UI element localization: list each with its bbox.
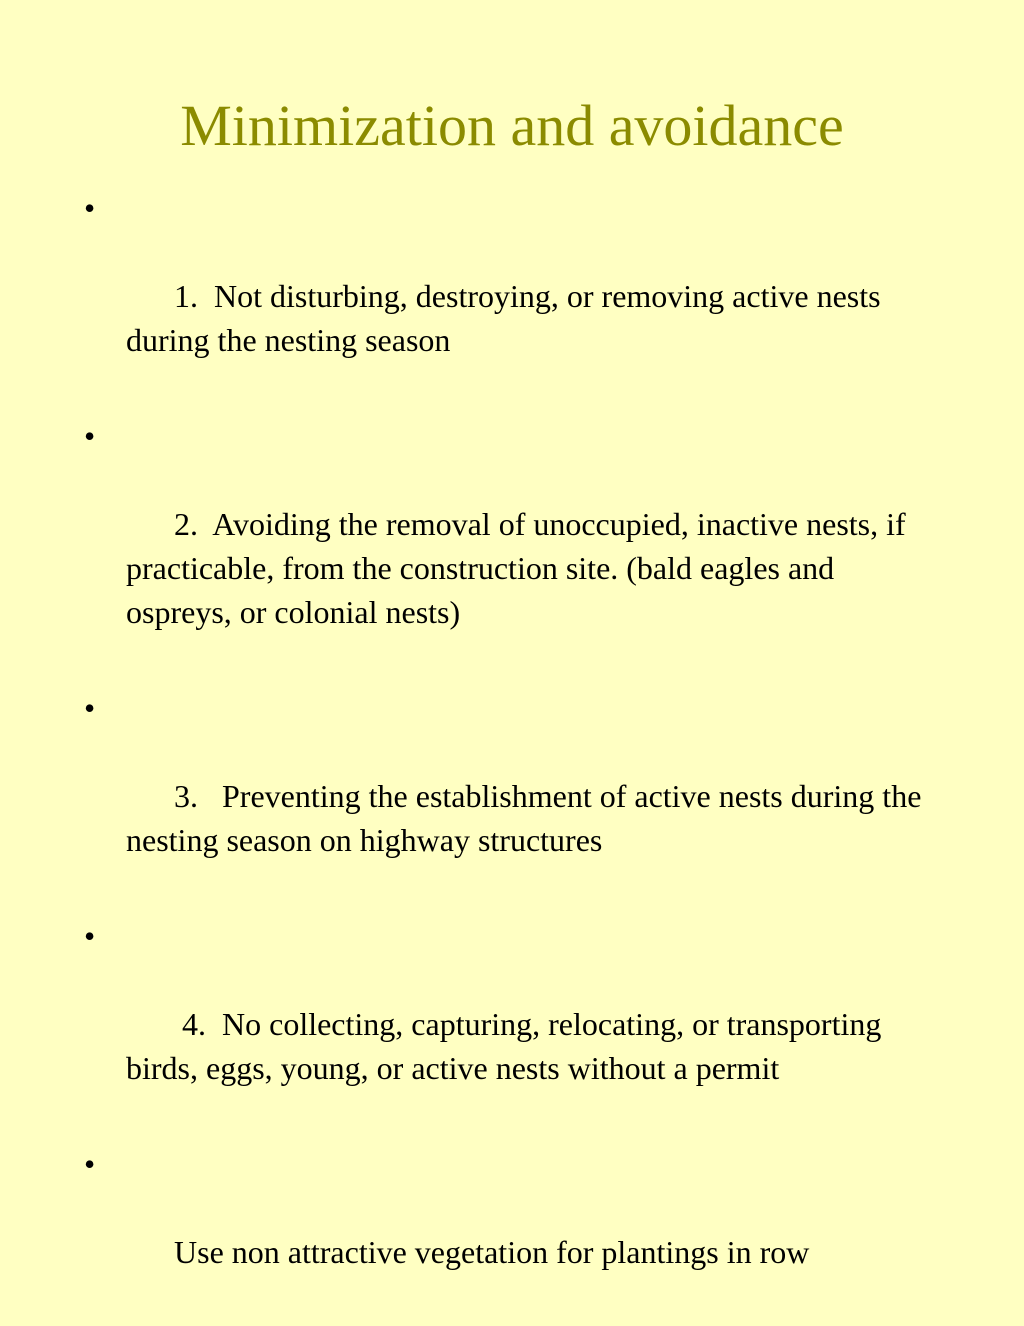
bullet-text: 2. Avoiding the removal of unoccupied, inactive nests, if practicable, from the construction site. (bald eagles and ospreys, or colonial nests) [126,506,914,630]
bullet-icon: • [84,918,96,954]
bullet-list [84,186,944,1326]
bullet-text: Use non attractive vegetation for plantings in row [174,1234,810,1270]
bullet-icon: • [84,418,96,454]
bullet-text: 1. Not disturbing, destroying, or removing active nests during the nesting season [126,278,889,358]
bullet-item-4 [84,914,944,1134]
bullet-item-3 [84,686,944,906]
slide-title: Minimization and avoidance [180,93,844,158]
bullet-icon: • [84,690,96,726]
bullet-text: 4. No collecting, capturing, relocating, or transporting birds, eggs, young, or active nests without a permit [126,1006,890,1086]
bullet-item-2 [84,414,944,678]
bullet-item-5 [84,1142,944,1318]
bullet-icon: • [84,1146,96,1182]
bullet-item-1 [84,186,944,406]
bullet-text: 3. Preventing the establishment of active nests during the nesting season on highway structures [126,778,930,858]
bullet-icon: • [84,190,96,226]
